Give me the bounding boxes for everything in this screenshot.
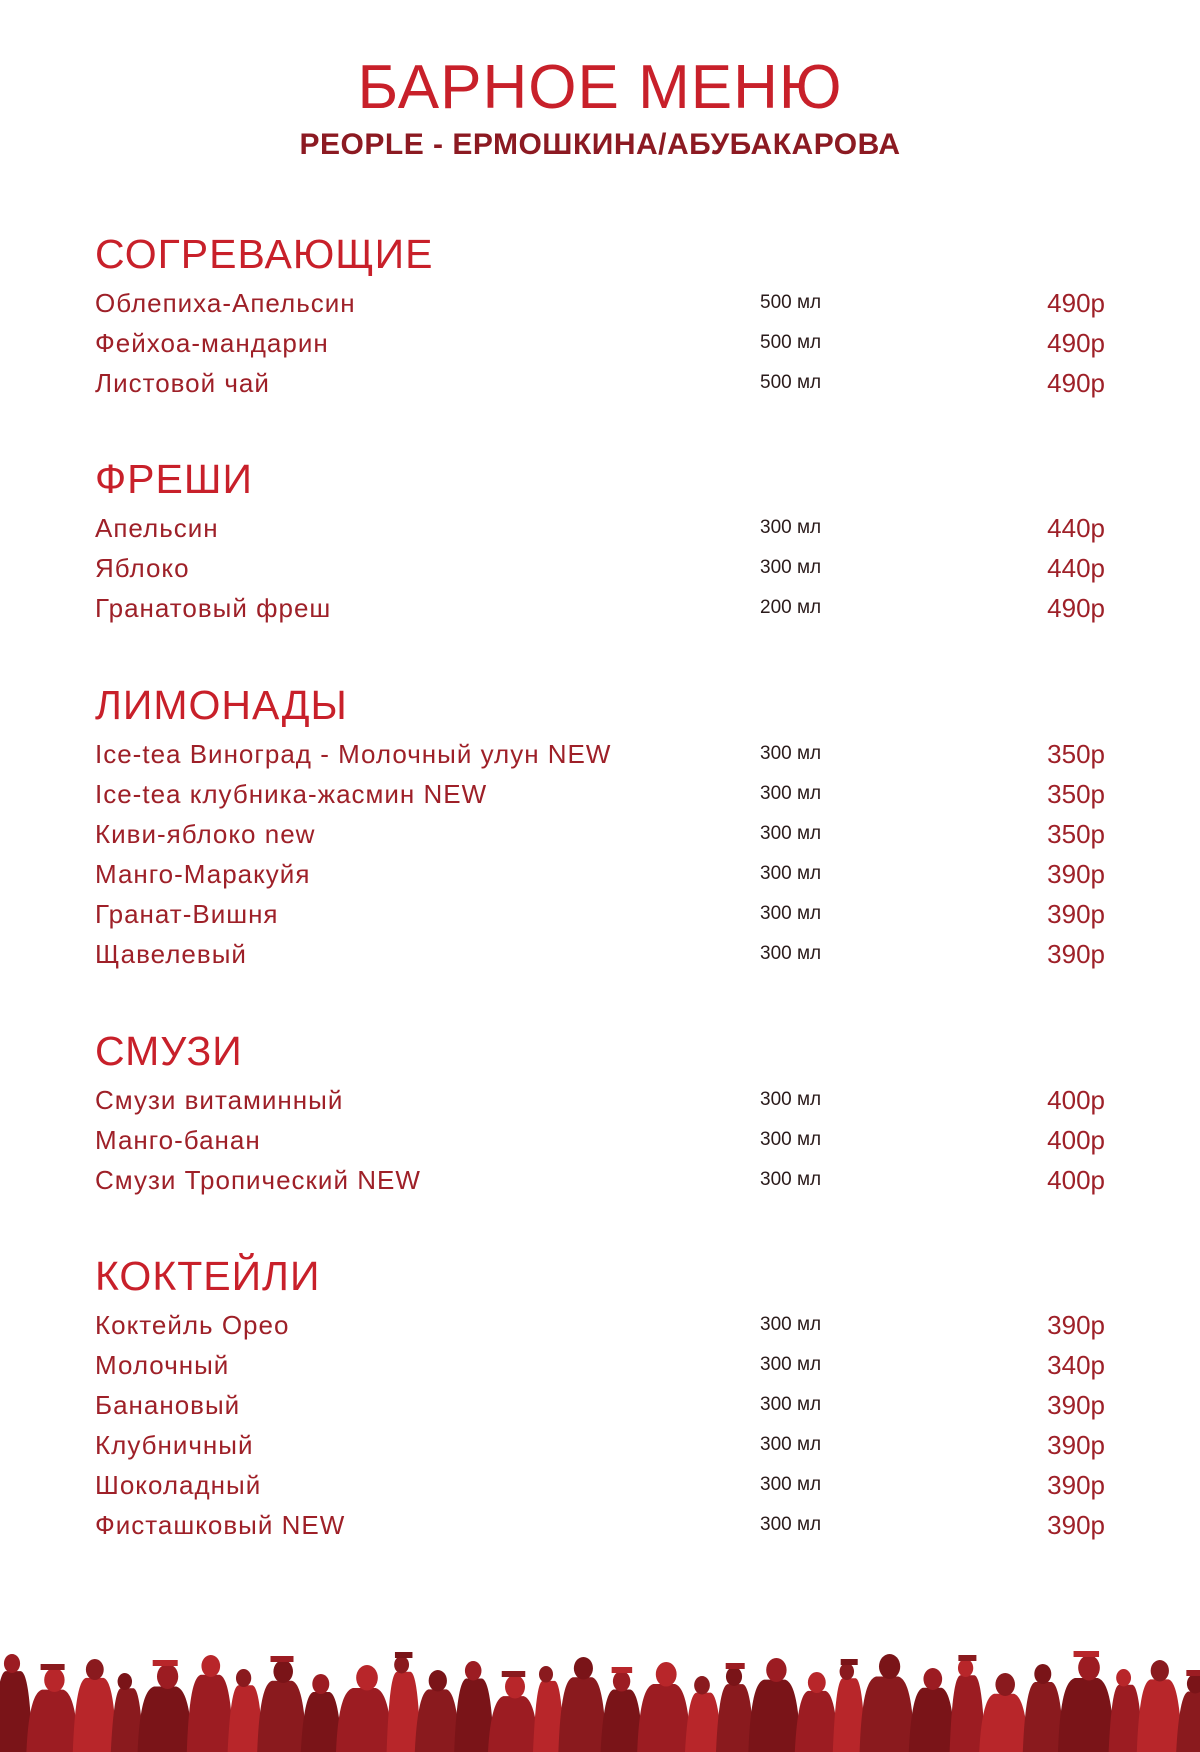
figure-silhouette bbox=[257, 1656, 307, 1752]
item-volume: 300 мл bbox=[760, 1169, 822, 1190]
item-volume: 300 мл bbox=[760, 783, 822, 804]
item-price: 340р bbox=[1047, 1350, 1105, 1380]
item-price: 440р bbox=[1047, 553, 1105, 583]
item-name: Яблоко bbox=[95, 553, 190, 583]
menu-item bbox=[95, 1385, 1105, 1425]
item-name: Ice-tea Виноград - Молочный улун NEW bbox=[95, 739, 612, 769]
item-price: 490р bbox=[1047, 593, 1105, 623]
item-price: 400р bbox=[1047, 1165, 1105, 1195]
item-price: 390р bbox=[1047, 1310, 1105, 1340]
figure-silhouette bbox=[73, 1659, 117, 1752]
item-volume: 300 мл bbox=[760, 557, 822, 578]
item-name: Ice-tea клубника-жасмин NEW bbox=[95, 779, 488, 809]
menu-item bbox=[95, 734, 1105, 774]
item-name: Коктейль Орео bbox=[95, 1310, 290, 1340]
item-price: 490р bbox=[1047, 368, 1105, 398]
figure-silhouette bbox=[138, 1660, 193, 1752]
item-volume: 300 мл bbox=[760, 823, 822, 844]
figure-silhouette bbox=[909, 1668, 956, 1752]
item-price: 490р bbox=[1047, 288, 1105, 318]
menu-section-fresh bbox=[95, 450, 1105, 628]
item-volume: 300 мл bbox=[760, 1394, 822, 1415]
item-price: 390р bbox=[1047, 899, 1105, 929]
item-volume: 300 мл bbox=[760, 1314, 822, 1335]
item-volume: 500 мл bbox=[760, 332, 822, 353]
item-volume: 500 мл bbox=[760, 292, 822, 313]
item-price: 390р bbox=[1047, 1470, 1105, 1500]
item-volume: 300 мл bbox=[760, 903, 822, 924]
item-name: Гранат-Вишня bbox=[95, 899, 279, 929]
menu-item bbox=[95, 1505, 1105, 1545]
item-volume: 300 мл bbox=[760, 1089, 822, 1110]
menu-item bbox=[95, 854, 1105, 894]
item-price: 350р bbox=[1047, 819, 1105, 849]
item-name: Апельсин bbox=[95, 513, 219, 543]
figure-silhouette bbox=[795, 1672, 839, 1752]
item-volume: 300 мл bbox=[760, 1129, 822, 1150]
section-title: ФРЕШИ bbox=[95, 456, 253, 502]
figure-silhouette bbox=[26, 1664, 78, 1752]
item-volume: 300 мл bbox=[760, 517, 822, 538]
figure-silhouette bbox=[1176, 1670, 1200, 1752]
menu-item bbox=[95, 323, 1105, 363]
item-name: Гранатовый фреш bbox=[95, 593, 332, 623]
figure-silhouette bbox=[1137, 1660, 1182, 1752]
menu-item bbox=[95, 283, 1105, 323]
item-price: 350р bbox=[1047, 779, 1105, 809]
menu-item bbox=[95, 363, 1105, 403]
menu-item bbox=[95, 814, 1105, 854]
figure-silhouette bbox=[1058, 1651, 1115, 1752]
menu-item bbox=[95, 1345, 1105, 1385]
item-price: 390р bbox=[1047, 1430, 1105, 1460]
figure-silhouette bbox=[558, 1657, 606, 1752]
figure-silhouette bbox=[860, 1654, 915, 1752]
item-volume: 300 мл bbox=[760, 1354, 822, 1375]
menu-item bbox=[95, 1465, 1105, 1505]
item-price: 490р bbox=[1047, 328, 1105, 358]
figure-silhouette bbox=[979, 1673, 1029, 1752]
figure-silhouette bbox=[748, 1658, 800, 1752]
menu-item bbox=[95, 588, 1105, 628]
section-title: ЛИМОНАДЫ bbox=[95, 682, 348, 728]
menu-item bbox=[95, 1120, 1105, 1160]
item-price: 400р bbox=[1047, 1125, 1105, 1155]
page-subtitle: PEOPLE - ЕРМОШКИНА/АБУБАКАРОВА bbox=[299, 128, 901, 161]
item-name: Шоколадный bbox=[95, 1470, 262, 1500]
item-price: 400р bbox=[1047, 1085, 1105, 1115]
figure-silhouette bbox=[601, 1667, 644, 1752]
item-price: 390р bbox=[1047, 1390, 1105, 1420]
figure-silhouette bbox=[488, 1671, 539, 1752]
section-title: СОГРЕВАЮЩИЕ bbox=[95, 231, 434, 277]
item-name: Киви-яблоко new bbox=[95, 819, 316, 849]
item-volume: 300 мл bbox=[760, 943, 822, 964]
item-volume: 300 мл bbox=[760, 1514, 822, 1535]
item-name: Смузи витаминный bbox=[95, 1085, 344, 1115]
item-price: 350р bbox=[1047, 739, 1105, 769]
menu-item bbox=[95, 1160, 1105, 1200]
item-volume: 200 мл bbox=[760, 597, 822, 618]
item-name: Манго-Маракуйя bbox=[95, 859, 311, 889]
menu-item bbox=[95, 894, 1105, 934]
item-name: Листовой чай bbox=[95, 368, 270, 398]
figure-silhouette bbox=[415, 1670, 460, 1752]
people-crowd-silhouette-icon bbox=[0, 1648, 1200, 1752]
item-volume: 300 мл bbox=[760, 863, 822, 884]
menu-section-warming bbox=[95, 225, 1105, 403]
menu-item bbox=[95, 1305, 1105, 1345]
menu-section-smoothies bbox=[95, 1022, 1105, 1200]
item-name: Фейхоа-мандарин bbox=[95, 328, 329, 358]
item-name: Щавелевый bbox=[95, 939, 247, 969]
item-volume: 500 мл bbox=[760, 372, 822, 393]
figure-silhouette bbox=[1023, 1664, 1064, 1752]
menu-section-lemonades bbox=[95, 676, 1105, 974]
item-price: 390р bbox=[1047, 859, 1105, 889]
item-volume: 300 мл bbox=[760, 743, 822, 764]
item-name: Молочный bbox=[95, 1350, 230, 1380]
item-name: Облепиха-Апельсин bbox=[95, 288, 356, 318]
menu-item bbox=[95, 548, 1105, 588]
item-price: 390р bbox=[1047, 1510, 1105, 1540]
menu-item bbox=[95, 774, 1105, 814]
figure-silhouette bbox=[187, 1655, 234, 1752]
item-price: 390р bbox=[1047, 939, 1105, 969]
item-name: Фисташковый NEW bbox=[95, 1510, 346, 1540]
item-price: 440р bbox=[1047, 513, 1105, 543]
figure-silhouette bbox=[454, 1661, 494, 1752]
item-name: Манго-банан bbox=[95, 1125, 261, 1155]
page-title: БАРНОЕ МЕНЮ bbox=[357, 53, 843, 122]
menu-item bbox=[95, 508, 1105, 548]
menu-item bbox=[95, 1425, 1105, 1465]
figure-silhouette bbox=[336, 1665, 393, 1752]
figure-silhouette bbox=[637, 1662, 691, 1752]
item-name: Банановый bbox=[95, 1390, 241, 1420]
figure-silhouette bbox=[685, 1676, 722, 1752]
item-name: Смузи Тропический NEW bbox=[95, 1165, 421, 1195]
menu-item bbox=[95, 1080, 1105, 1120]
item-name: Клубничный bbox=[95, 1430, 254, 1460]
figure-silhouette bbox=[950, 1655, 986, 1752]
menu-item bbox=[95, 934, 1105, 974]
figure-silhouette bbox=[387, 1652, 421, 1752]
item-volume: 300 мл bbox=[760, 1434, 822, 1455]
figure-silhouette bbox=[716, 1663, 754, 1752]
section-title: СМУЗИ bbox=[95, 1028, 243, 1074]
section-title: КОКТЕЙЛИ bbox=[95, 1253, 321, 1299]
figure-silhouette bbox=[301, 1674, 342, 1752]
menu-section-cocktails bbox=[95, 1247, 1105, 1545]
item-volume: 300 мл bbox=[760, 1474, 822, 1495]
